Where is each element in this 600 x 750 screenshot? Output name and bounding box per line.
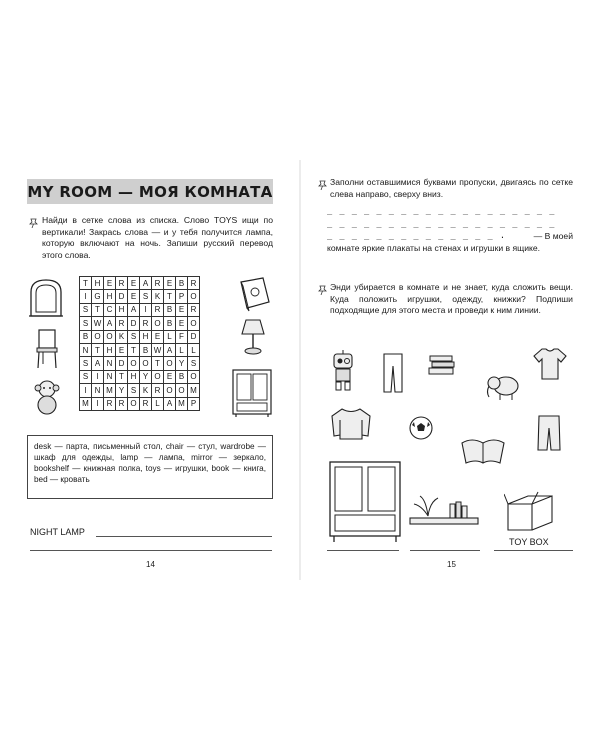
grid-cell[interactable]: E	[176, 317, 188, 330]
books-stack-icon	[428, 354, 456, 376]
grid-cell[interactable]: E	[116, 343, 128, 356]
grid-row	[80, 277, 200, 290]
word-search-grid	[79, 276, 200, 411]
task-1-text: Найди в сетке слова из списка. Слово TOYS ищи по вертикали! Закрась слова — и у тебя получится лампа, которую включают на ночь. Запиши русский перевод этого слова.	[42, 215, 273, 260]
grid-cell[interactable]: O	[152, 370, 164, 383]
grid-cell[interactable]: R	[116, 397, 128, 410]
grid-cell[interactable]: B	[140, 343, 152, 356]
grid-cell[interactable]: C	[104, 303, 116, 316]
grid-cell[interactable]: H	[116, 303, 128, 316]
robot-icon	[328, 350, 358, 392]
sentence-end: комнате яркие плакаты на стенах и игрушки в ящике.	[327, 243, 541, 253]
answer-line-2[interactable]	[30, 550, 272, 551]
grid-row	[80, 384, 200, 397]
grid-cell[interactable]: M	[176, 397, 188, 410]
grid-cell[interactable]: S	[128, 330, 140, 343]
grid-cell[interactable]: L	[152, 397, 164, 410]
toy-box-label: TOY BOX	[509, 537, 549, 547]
grid-cell[interactable]: O	[164, 357, 176, 370]
grid-cell[interactable]: B	[176, 370, 188, 383]
grid-cell[interactable]: O	[176, 384, 188, 397]
grid-cell[interactable]: Y	[116, 384, 128, 397]
grid-cell[interactable]: I	[140, 303, 152, 316]
grid-cell[interactable]: N	[80, 343, 92, 356]
sentence-continuation: — В моей	[533, 231, 573, 241]
pushpin-icon	[29, 218, 39, 228]
grid-cell[interactable]: K	[116, 330, 128, 343]
grid-cell[interactable]: R	[104, 397, 116, 410]
grid-cell[interactable]: S	[80, 357, 92, 370]
title-text: MY ROOM — МОЯ КОМНАТА	[27, 182, 273, 201]
tshirt-icon	[532, 346, 568, 382]
wardrobe-icon	[328, 460, 402, 546]
grid-cell[interactable]: B	[80, 330, 92, 343]
grid-cell[interactable]: O	[128, 397, 140, 410]
grid-cell[interactable]: O	[140, 357, 152, 370]
grid-cell[interactable]: B	[164, 303, 176, 316]
page-number: 15	[447, 560, 456, 569]
mirror-icon	[27, 278, 65, 318]
grid-cell[interactable]: D	[188, 330, 200, 343]
grid-cell[interactable]: E	[128, 277, 140, 290]
grid-row	[80, 317, 200, 330]
answer-line-bookshelf[interactable]	[410, 550, 480, 551]
answer-line-toybox[interactable]	[494, 550, 573, 551]
grid-cell[interactable]: H	[92, 277, 104, 290]
grid-cell[interactable]: L	[164, 330, 176, 343]
grid-cell[interactable]: A	[164, 397, 176, 410]
grid-cell[interactable]: O	[92, 330, 104, 343]
bookshelf-icon	[408, 492, 480, 536]
grid-cell[interactable]: R	[188, 303, 200, 316]
grid-cell[interactable]: D	[116, 357, 128, 370]
grid-row	[80, 303, 200, 316]
grid-cell[interactable]: T	[116, 370, 128, 383]
task-3-text: Энди убирается в комнате и не знает, куда сложить вещи. Куда положить игрушки, одежду, книжки? Подпиши подходящие для этого места и проведи к ним линии.	[330, 282, 573, 316]
chair-icon	[33, 328, 61, 370]
grid-cell[interactable]: R	[140, 397, 152, 410]
right-page	[300, 0, 600, 750]
grid-cell[interactable]: T	[80, 277, 92, 290]
grid-cell[interactable]: T	[152, 357, 164, 370]
monkey-toy-icon	[30, 378, 64, 416]
grid-cell[interactable]: T	[164, 290, 176, 303]
grid-cell[interactable]: B	[176, 277, 188, 290]
pushpin-icon	[318, 180, 328, 190]
sweater-icon	[328, 406, 374, 442]
grid-cell[interactable]: S	[80, 303, 92, 316]
grid-cell[interactable]: E	[128, 290, 140, 303]
grid-cell[interactable]: E	[164, 277, 176, 290]
grid-cell[interactable]: Y	[176, 357, 188, 370]
grid-cell[interactable]: E	[104, 277, 116, 290]
grid-cell[interactable]: T	[92, 343, 104, 356]
grid-row	[80, 290, 200, 303]
grid-cell[interactable]: P	[176, 290, 188, 303]
page-title	[27, 179, 273, 204]
grid-cell[interactable]: Y	[140, 370, 152, 383]
grid-cell[interactable]: N	[104, 357, 116, 370]
grid-row	[80, 330, 200, 343]
football-icon	[409, 416, 433, 440]
grid-cell[interactable]: M	[80, 397, 92, 410]
grid-cell[interactable]: L	[176, 343, 188, 356]
grid-row	[80, 343, 200, 356]
answer-line[interactable]	[96, 536, 272, 537]
grid-cell[interactable]: A	[104, 317, 116, 330]
grid-cell[interactable]: S	[140, 290, 152, 303]
grid-cell[interactable]: A	[140, 277, 152, 290]
grid-cell[interactable]: S	[188, 357, 200, 370]
grid-cell[interactable]: M	[104, 384, 116, 397]
grid-row	[80, 370, 200, 383]
grid-cell[interactable]: O	[188, 370, 200, 383]
grid-cell[interactable]: R	[140, 317, 152, 330]
fill-in-line-3[interactable]: _ _ _ _ _ _ _ _ _ _ _ _ _ _ .	[327, 231, 507, 241]
grid-cell[interactable]: B	[164, 317, 176, 330]
page-number: 14	[146, 560, 155, 569]
grid-cell[interactable]: I	[80, 384, 92, 397]
jeans-icon	[382, 352, 404, 394]
grid-cell[interactable]: O	[104, 330, 116, 343]
grid-cell[interactable]: O	[128, 357, 140, 370]
elephant-toy-icon	[484, 372, 522, 402]
grid-cell[interactable]: P	[188, 397, 200, 410]
grid-cell[interactable]: W	[92, 317, 104, 330]
grid-cell[interactable]: T	[92, 303, 104, 316]
grid-cell[interactable]: F	[176, 330, 188, 343]
grid-cell[interactable]: L	[188, 343, 200, 356]
vocabulary-box: desk — парта, письменный стол, chair — стул, wardrobe — шкаф для одежды, lamp — лампа, mirror — зеркало, bookshelf — книжная полка, toys — игрушки, book — книга, bed — кровать	[27, 435, 273, 499]
pushpin-icon	[318, 285, 328, 295]
grid-cell[interactable]: N	[92, 384, 104, 397]
grid-cell[interactable]: R	[152, 277, 164, 290]
grid-cell[interactable]: O	[188, 317, 200, 330]
grid-cell[interactable]: R	[116, 317, 128, 330]
grid-cell[interactable]: K	[152, 290, 164, 303]
grid-cell[interactable]: H	[104, 290, 116, 303]
wardrobe-icon	[231, 368, 273, 418]
open-book-icon	[460, 435, 506, 467]
grid-cell[interactable]: K	[140, 384, 152, 397]
grid-cell[interactable]: S	[80, 370, 92, 383]
grid-cell[interactable]: M	[188, 384, 200, 397]
grid-cell[interactable]: N	[104, 370, 116, 383]
grid-cell[interactable]: H	[128, 370, 140, 383]
answer-line-wardrobe[interactable]	[327, 550, 399, 551]
toy-box-icon	[504, 490, 556, 532]
grid-cell[interactable]: I	[92, 397, 104, 410]
grid-cell[interactable]: H	[140, 330, 152, 343]
fill-in-line-1[interactable]: _ _ _ _ _ _ _ _ _ _ _ _ _ _ _ _ _ _ _	[327, 206, 556, 216]
grid-cell[interactable]: I	[92, 370, 104, 383]
grid-cell[interactable]: S	[128, 384, 140, 397]
grid-cell[interactable]: O	[164, 384, 176, 397]
grid-cell[interactable]: R	[152, 303, 164, 316]
trousers-icon	[536, 414, 562, 454]
grid-cell[interactable]: O	[152, 317, 164, 330]
grid-cell[interactable]: D	[128, 317, 140, 330]
grid-row	[80, 357, 200, 370]
grid-cell[interactable]: S	[80, 317, 92, 330]
grid-cell[interactable]: E	[164, 370, 176, 383]
lamp-icon	[240, 318, 266, 356]
grid-cell[interactable]: R	[188, 277, 200, 290]
grid-cell[interactable]: E	[152, 330, 164, 343]
grid-cell[interactable]: T	[128, 343, 140, 356]
task-2-text: Заполни оставшимися буквами пропуски, двигаясь по сетке слева направо, сверху вниз.	[330, 177, 573, 199]
grid-cell[interactable]: D	[116, 290, 128, 303]
grid-cell[interactable]: I	[80, 290, 92, 303]
book-icon	[235, 276, 273, 312]
grid-cell[interactable]: R	[116, 277, 128, 290]
grid-cell[interactable]: A	[92, 357, 104, 370]
grid-cell[interactable]: O	[188, 290, 200, 303]
answer-label: NIGHT LAMP	[30, 527, 85, 537]
grid-cell[interactable]: A	[128, 303, 140, 316]
grid-cell[interactable]: E	[176, 303, 188, 316]
grid-cell[interactable]: W	[152, 343, 164, 356]
grid-cell[interactable]: G	[92, 290, 104, 303]
grid-cell[interactable]: H	[104, 343, 116, 356]
grid-cell[interactable]: A	[164, 343, 176, 356]
grid-row	[80, 397, 200, 410]
fill-in-line-2[interactable]: _ _ _ _ _ _ _ _ _ _ _ _ _ _ _ _ _ _ _	[327, 219, 556, 229]
grid-cell[interactable]: R	[152, 384, 164, 397]
